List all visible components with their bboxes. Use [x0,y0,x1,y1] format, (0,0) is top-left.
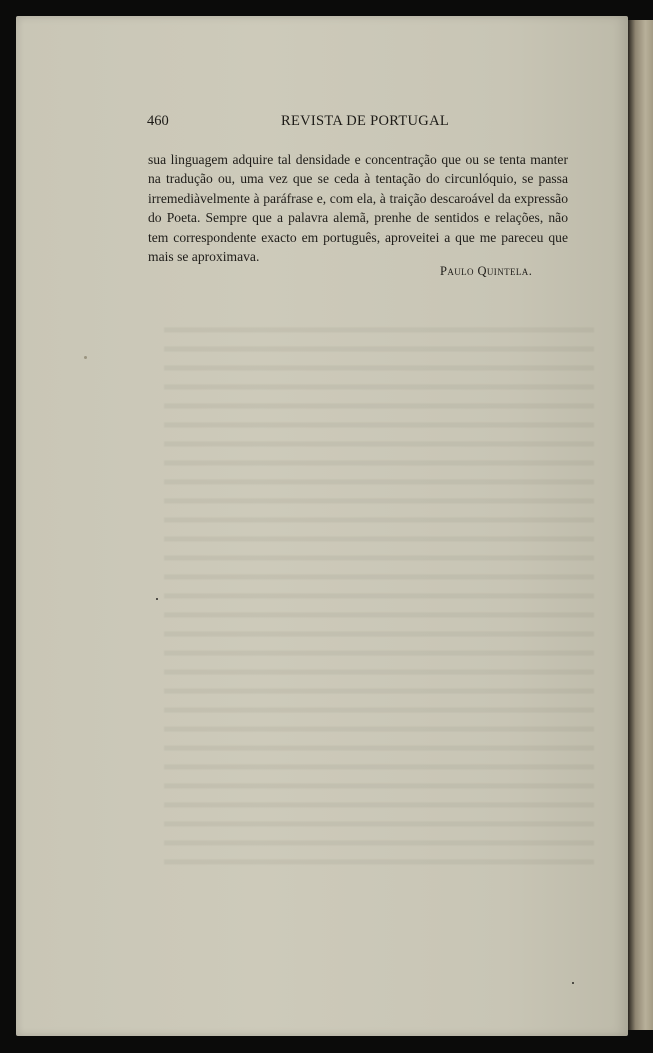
paper-speck [84,356,87,359]
adjacent-page-edge [628,20,653,1030]
running-head [147,113,567,135]
paper-speck [156,598,158,600]
body-text [148,150,568,266]
journal-title: REVISTA DE PORTUGAL [281,113,450,129]
page-number: 460 [147,113,169,129]
author-signature: Paulo Quintela. [440,264,533,278]
paper-speck [572,982,574,984]
bleed-through-text [164,316,594,876]
body-paragraph: sua linguagem adquire tal densidade e concentração que ou se tenta manter na tradução ou, uma vez que se ceda à tentação do circunlóquio, se passa irremediàvelmente à paráfrase e, com ela, à traição descaroável da expressão do Poeta. Sempre que a palavra alemã, prenhe de sentidos e relações, não tem correspondente exacto em português, aproveitei a que me pareceu que mais se aproximava. [148,152,568,265]
